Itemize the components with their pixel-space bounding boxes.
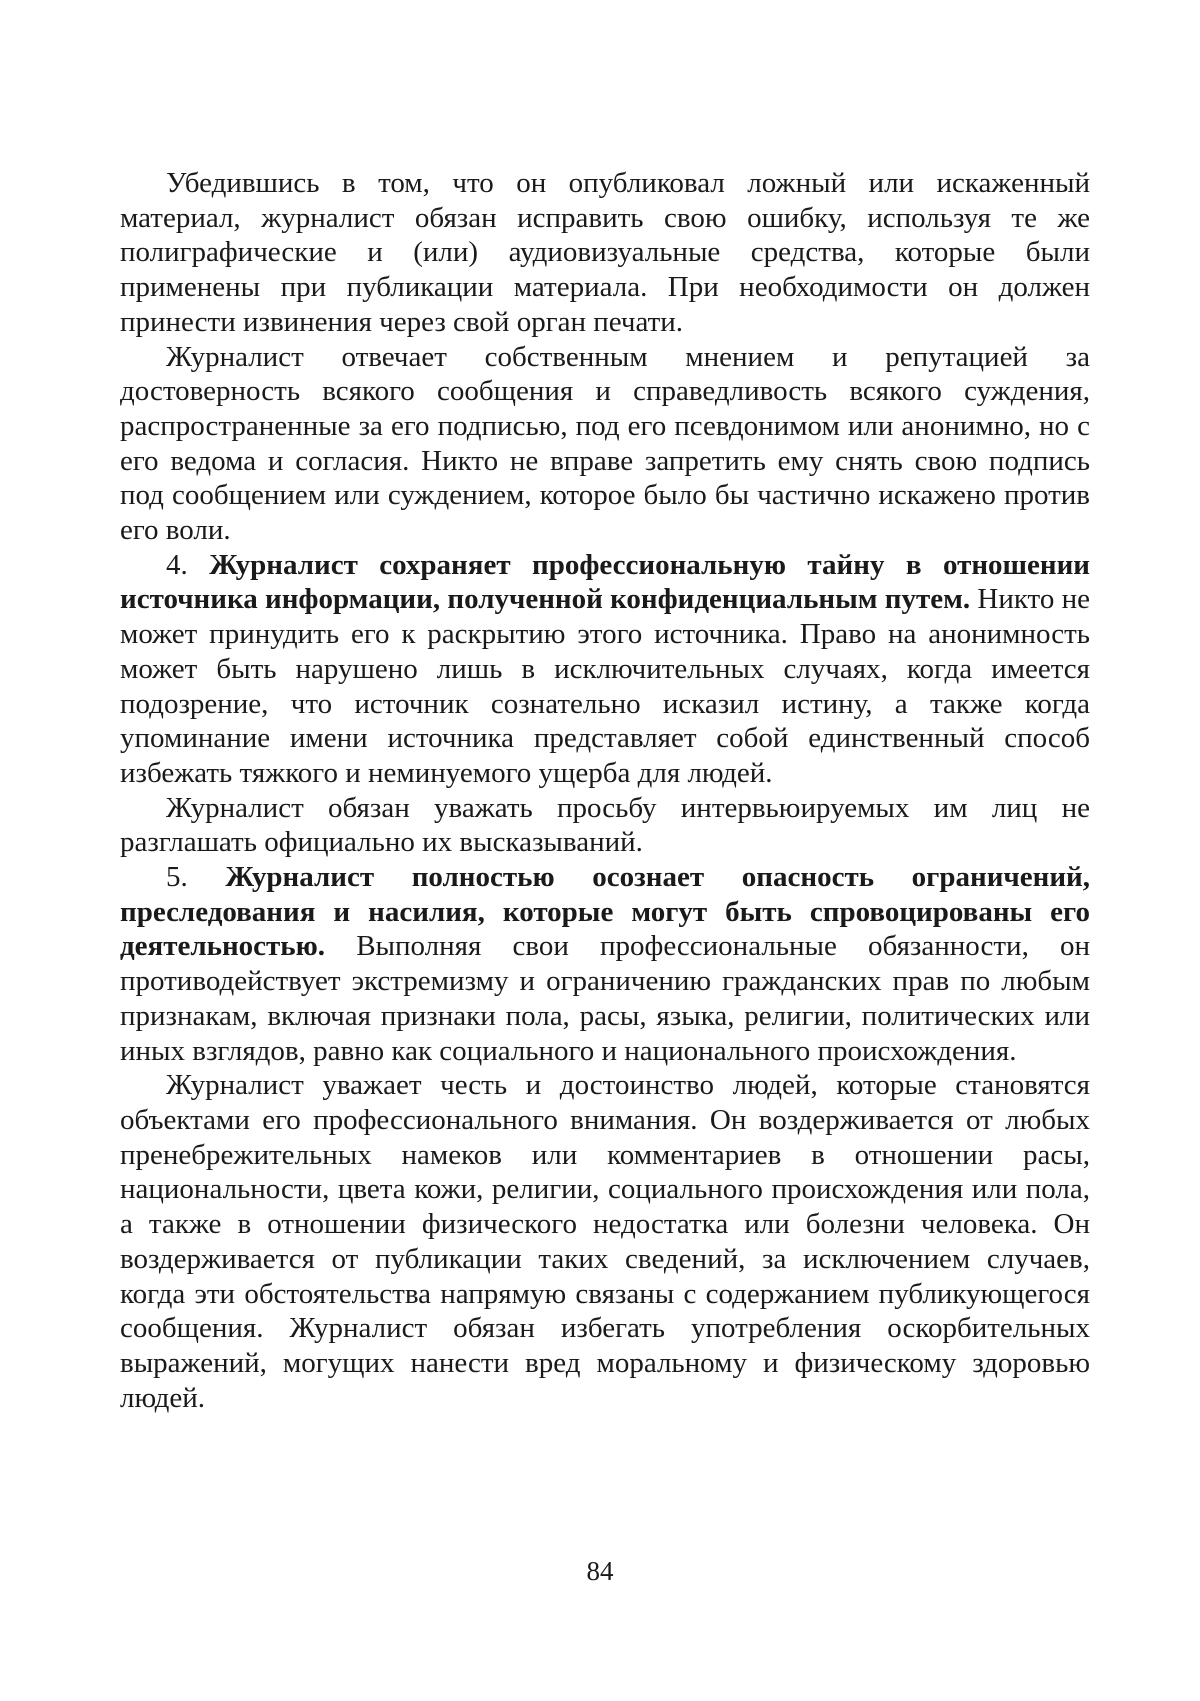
paragraph-text: Убедившись в том, что он опубликовал ложный или искаженный материал, журналист обязан исправить свою ошибку, используя те же полиграфические и (или) аудиовизуальные средства, которые были применены при публикации материала. При необходимости он должен принести извинения через свой орган печати.	[120, 167, 1090, 338]
point-number: 5.	[166, 861, 188, 894]
point-heading: Журналист сохраняет профессиональную тайну в отношении источника информации, полученной конфиденциальным путем.	[120, 548, 1091, 616]
paragraph-interview-request	[120, 791, 1090, 860]
point-heading: Журналист полностью осознает опасность ограничений, преследования и насилия, которые могут быть спровоцированы его деятельностью.	[120, 861, 1091, 963]
paragraph-text: Журналист уважает честь и достоинство людей, которые становятся объектами его профессионального внимания. Он воздерживается от любых пренебрежительных намеков или комментариев в отношении расы, национальности, цвета кожи, религии, социального происхождения или пола, а также в отношении физического недостатка или болезни человека. Он воздерживается от публикации таких сведений, за исключением случаев, когда эти обстоятельства напрямую связаны с содержанием публикующегося сообщения. Журналист обязан избегать употребления оскорбительных выражений, могущих нанести вред моральному и физическому здоровью людей.	[120, 1069, 1090, 1414]
paragraph-dignity	[120, 1068, 1090, 1415]
paragraph-text: Никто не может принудить его к раскрытию этого источника. Право на анонимность может быть нарушено лишь в исключительных случаях, когда имеется подозрение, что источник сознательно исказил истину, а также когда упоминание имени источника представляет собой единственный способ избежать тяжкого и неминуемого ущерба для людей.	[120, 583, 1091, 789]
paragraph-point-5	[120, 860, 1090, 1068]
paragraph-text: Журналист обязан уважать просьбу интервьюируемых им лиц не разглашать официально их высказываний.	[120, 791, 1090, 859]
page-number: 84	[586, 1556, 614, 1586]
paragraph-responsibility	[120, 340, 1090, 548]
paragraph-text: Журналист отвечает собственным мнением и репутацией за достоверность всякого сообщения и справедливость всякого суждения, распространенные за его подписью, под его псевдонимом или анонимно, но с его ведома и согласия. Никто не вправе запретить ему снять свою подпись под сообщением или суждением, которое было бы частично искажено против его воли.	[120, 340, 1090, 547]
paragraph-correction	[120, 166, 1090, 340]
point-number: 4.	[166, 548, 188, 581]
paragraph-point-4	[120, 548, 1090, 791]
body-text	[120, 166, 1090, 1415]
paragraph-text: Выполняя свои профессиональные обязанности, он противодействует экстремизму и ограничению гражданских прав по любым признакам, включая признаки пола, расы, языка, религии, политических или иных взглядов, равно как социального и национального происхождения.	[120, 930, 1090, 1067]
